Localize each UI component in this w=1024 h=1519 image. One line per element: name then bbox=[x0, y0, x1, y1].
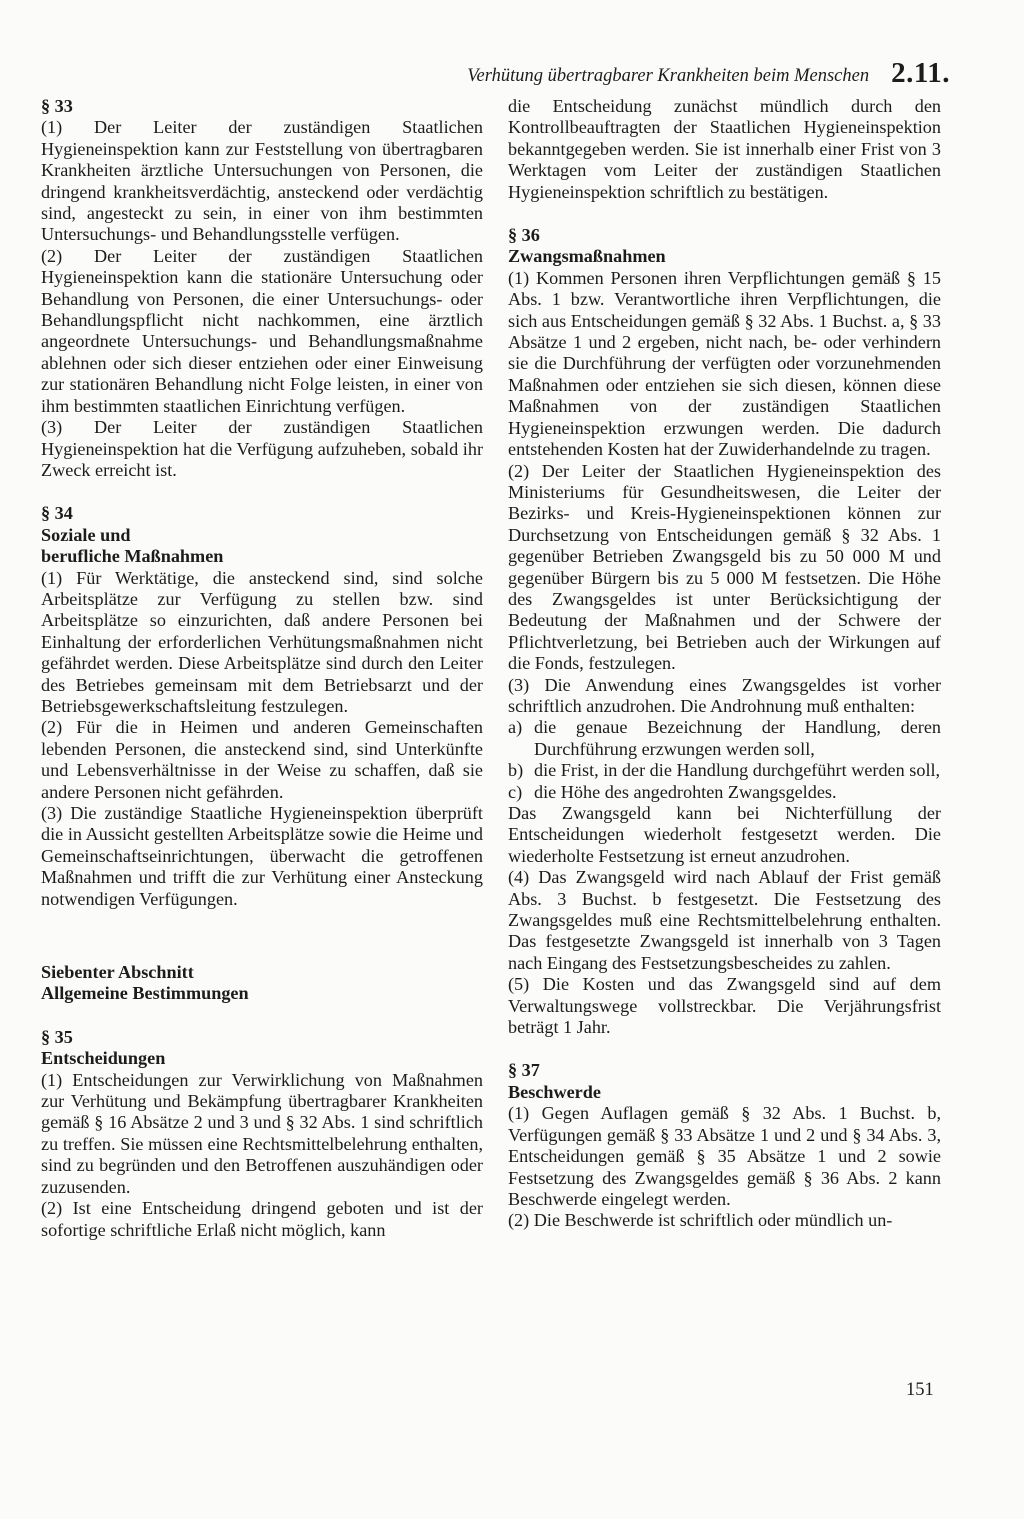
chapter-number: 2.11. bbox=[891, 57, 950, 89]
chapter-title: Siebenter Abschnitt bbox=[41, 962, 194, 983]
list-text: die Höhe des angedrohten Zwangsgeldes. bbox=[534, 781, 837, 802]
paragraph: (1) Gegen Auflagen gemäß § 32 Abs. 1 Buchst. b, Verfügungen gemäß § 33 Absätze 1 und 2 und § 34 Abs. 3, Entscheidungen gemäß § 35 Absätze 1 und 2 sowie Festsetzung des Zwangsgeldes gemäß § 36 Abs. 2 kann Beschwerde eingelegt werden. bbox=[508, 1103, 941, 1209]
paragraph: (3) Die zuständige Staatliche Hygieneinspektion überprüft die in Aussicht gestellten Arbeitsplätze sowie die Heime und Gemeinschaftseinrichtungen, überwacht die getroffenen Maßnahmen und trifft die zur Verhütung einer Ansteckung notwendigen Verfügungen. bbox=[41, 803, 483, 909]
section-37 bbox=[508, 1060, 941, 1231]
section-number: § 34 bbox=[41, 503, 73, 524]
section-33 bbox=[41, 96, 483, 481]
paragraph: (4) Das Zwangsgeld wird nach Ablauf der Frist gemäß Abs. 3 Buchst. b festgesetzt. Die Festsetzung des Zwangsgeldes muß eine Rechtsmittelbelehrung enthalten. Das festgesetzte Zwangsgeld ist innerhalb von 3 Tagen nach Eingang des Festsetzungsbescheides zu zahlen. bbox=[508, 867, 941, 973]
list-label: b) bbox=[508, 760, 524, 781]
section-number: § 36 bbox=[508, 225, 540, 246]
section-title: Zwangsmaßnahmen bbox=[508, 246, 666, 267]
paragraph: (3) Der Leiter der zuständigen Staatlichen Hygieneinspektion hat die Verfügung aufzuheben, sobald ihr Zweck erreicht ist. bbox=[41, 417, 483, 480]
paragraph: die Entscheidung zunächst mündlich durch den Kontrollbeauftragten der Staatlichen Hygieneinspektion bekanntgegeben werden. Sie ist innerhalb einer Frist von 3 Werktagen vom Leiter der zuständigen Staatlichen Hygieneinspektion schriftlich zu bestätigen. bbox=[508, 96, 941, 202]
list-item bbox=[508, 760, 941, 781]
paragraph: (5) Die Kosten und das Zwangsgeld sind auf dem Verwaltungswege vollstreckbar. Die Verjährungsfrist beträgt 1 Jahr. bbox=[508, 974, 941, 1038]
chapter-heading bbox=[41, 962, 483, 1005]
paragraph: (2) Die Beschwerde ist schriftlich oder mündlich un- bbox=[508, 1210, 893, 1231]
paragraph: (2) Für die in Heimen und anderen Gemeinschaften lebenden Personen, die ansteckend sind, sind Unterkünfte und Lebensverhältnisse in der Weise zu schaffen, daß sie andere Personen nicht gefährden. bbox=[41, 717, 483, 802]
section-34 bbox=[41, 503, 483, 910]
chapter-subtitle: Allgemeine Bestimmungen bbox=[41, 983, 249, 1004]
list-label: c) bbox=[508, 781, 523, 802]
paragraph: (1) Entscheidungen zur Verwirklichung von Maßnahmen zur Verhütung und Bekämpfung übertragbarer Krankheiten gemäß § 16 Absätze 2 und 3 und § 32 Abs. 1 sind schriftlich zu treffen. Sie müssen eine Rechtsmittelbelehrung enthalten, sind zu begründen und den Betroffenen auszuhändigen oder zuzusenden. bbox=[41, 1069, 483, 1197]
right-column bbox=[508, 96, 941, 1232]
paragraph: (1) Kommen Personen ihren Verpflichtungen gemäß § 15 Abs. 1 bzw. Verantwortliche ihren Verpflichtungen, die sich aus Entscheidungen gemäß § 32 Abs. 1 Buchst. a, § 33 Absätze 1 und 2 ergeben, nicht nach, be- oder verhindern sie die Durchführung der verfügten oder vorzunehmenden Maßnahmen oder entziehen sie sich diesen, können diese Maßnahmen von der zuständigen Staatlichen Hygieneinspektion erzwungen werden. Die dadurch entstehenden Kosten hat der Zuwiderhandelnde zu tragen. bbox=[508, 267, 941, 460]
section-title: Beschwerde bbox=[508, 1081, 601, 1102]
list-item bbox=[508, 717, 941, 760]
header-title: Verhütung übertragbarer Krankheiten beim Menschen bbox=[467, 66, 870, 86]
page-number: 151 bbox=[906, 1380, 934, 1400]
paragraph: (1) Für Werktätige, die ansteckend sind, sind solche Arbeitsplätze zur Verfügung zu stellen bzw. sind Arbeitsplätze so einzurichten, daß andere Personen bei Einhaltung der erforderlichen Verhütungsmaßnahmen nicht gefährdet werden. Diese Arbeitsplätze sind durch den Leiter des Betriebes gemeinsam mit dem Betriebsarzt und der Betriebsgewerkschaftsleitung festzulegen. bbox=[41, 567, 483, 716]
section-title: Entscheidungen bbox=[41, 1048, 166, 1069]
section-number: § 37 bbox=[508, 1060, 540, 1081]
section-number: § 35 bbox=[41, 1026, 73, 1047]
list-text: die Frist, in der die Handlung durchgeführt werden soll, bbox=[534, 760, 941, 781]
paragraph: (2) Ist eine Entscheidung dringend geboten und ist der sofortige schriftliche Erlaß nicht möglich, kann bbox=[41, 1198, 483, 1240]
paragraph: (3) Die Anwendung eines Zwangsgeldes ist vorher schriftlich anzudrohen. Die Androhnung muß enthalten: bbox=[508, 674, 941, 716]
list-label: a) bbox=[508, 717, 523, 738]
list-text: die genaue Bezeichnung der Handlung, deren Durchführung erzwungen werden soll, bbox=[534, 717, 941, 759]
left-column bbox=[41, 96, 483, 1241]
section-title: berufliche Maßnahmen bbox=[41, 546, 224, 567]
list-item bbox=[508, 782, 941, 803]
paragraph: (1) Der Leiter der zuständigen Staatlichen Hygieneinspektion kann zur Feststellung von übertragbaren Krankheiten ärztliche Untersuchungen von Personen, die dringend krankheitsverdächtig, ansteckend oder verdächtig sind, angesteckt zu sein, in einer von ihm bestimmten Untersuchungs- und Behandlungsstelle verfügen. bbox=[41, 117, 483, 245]
paragraph: (2) Der Leiter der Staatlichen Hygieneinspektion des Ministeriums für Gesundheitswesen, die Leiter der Bezirks- und Kreis-Hygieneinspektionen können zur Durchsetzung von Entscheidungen gemäß § 32 Abs. 1 gegenüber Betrieben Zwangsgeld bis zu 50 000 M und gegenüber Bürgern bis zu 5 000 M festsetzen. Die Höhe des Zwangsgeldes ist unter Berücksichtigung der Bedeutung der Maßnahmen und der Schwere der Pflichtverletzung, bei Betrieben auch der Wirkungen auf die Fonds, festzulegen. bbox=[508, 460, 941, 674]
running-header bbox=[380, 44, 950, 90]
paragraph: (2) Der Leiter der zuständigen Staatlichen Hygieneinspektion kann die stationäre Untersuchung oder Behandlung von Personen, die einer Untersuchungs- oder Behandlungspflicht nicht nachkommen, eine ärztlich angeordnete Untersuchungs- und Behandlungsmaßnahme ablehnen oder sich dieser entziehen oder einer Einweisung zur stationären Behandlung nicht Folge leisten, in einer von ihm bestimmten staatlichen Einrichtung verfügen. bbox=[41, 245, 483, 416]
section-title: Soziale und bbox=[41, 524, 131, 545]
section-number: § 33 bbox=[41, 96, 73, 116]
paragraph: Das Zwangsgeld kann bei Nichterfüllung der Entscheidungen wiederholt festgesetzt werden. Die wiederholte Festsetzung ist erneut anzudrohen. bbox=[508, 803, 941, 866]
section-36 bbox=[508, 225, 941, 1038]
section-35 bbox=[41, 1027, 483, 1241]
